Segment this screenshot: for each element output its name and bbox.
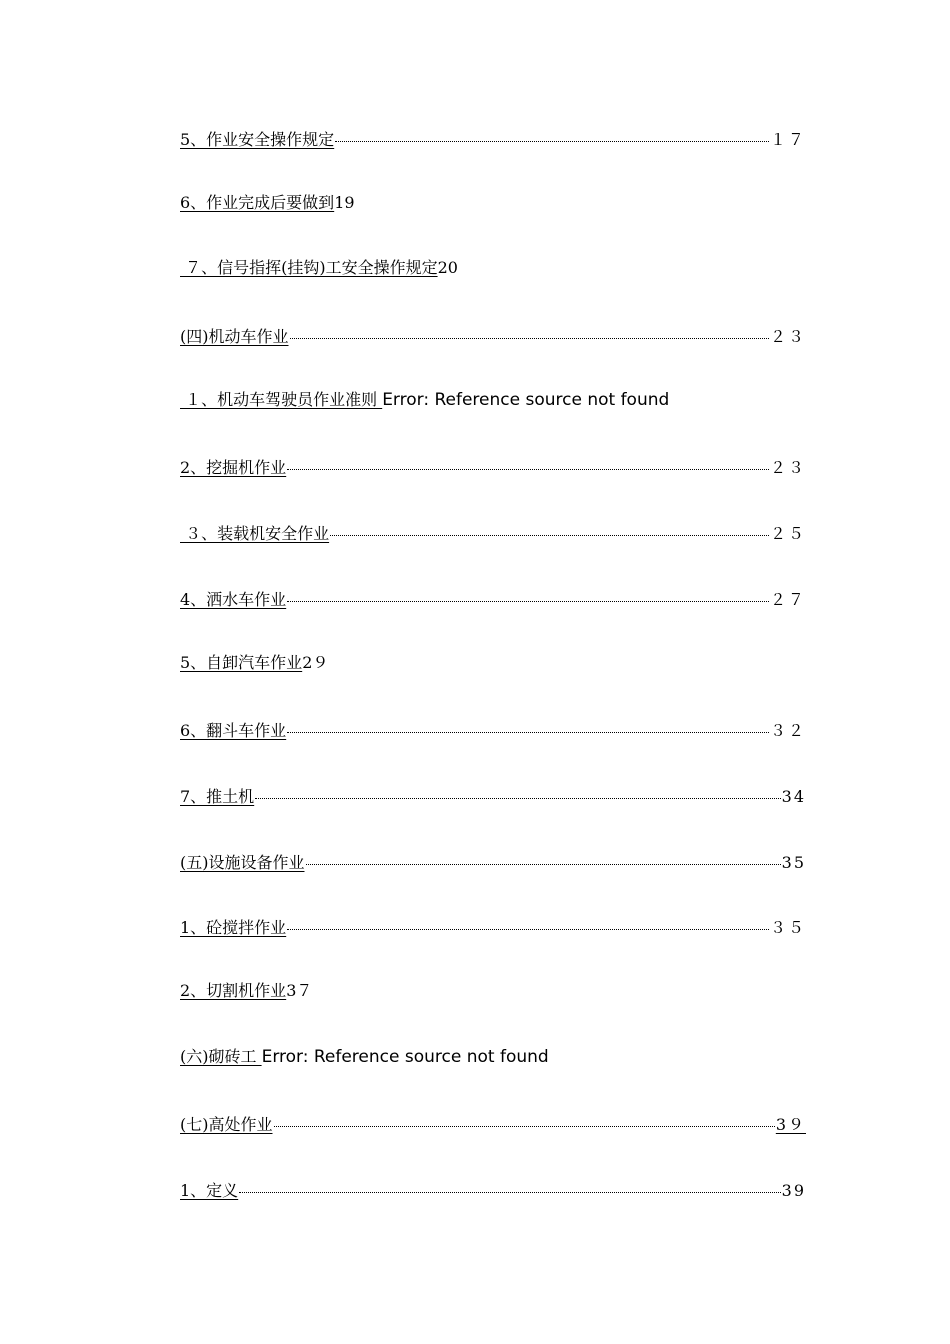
toc-entry-title[interactable]: 5、作业安全操作规定	[180, 130, 335, 149]
toc-entry-title[interactable]: 2、切割机作业	[180, 980, 287, 1000]
toc-entry[interactable]	[180, 518, 806, 584]
toc-entry-title[interactable]: 6、作业完成后要做到	[180, 192, 335, 212]
toc-entry[interactable]	[180, 978, 806, 1044]
toc-entry[interactable]	[180, 715, 806, 781]
toc-entry[interactable]	[180, 584, 806, 650]
toc-reference-error: Error: Reference source not found	[382, 389, 670, 410]
toc-dot-leader	[239, 1172, 780, 1193]
toc-dot-leader	[330, 515, 769, 536]
toc-dot-leader	[274, 1106, 775, 1127]
toc-reference-error: Error: Reference source not found	[261, 1046, 549, 1067]
toc-entry-title[interactable]: 1、定义	[180, 1181, 239, 1200]
toc-dot-leader	[287, 712, 769, 733]
toc-dot-leader	[306, 844, 781, 865]
toc-entry[interactable]	[180, 387, 806, 453]
toc-entry-title[interactable]: 6、翻斗车作业	[180, 721, 287, 741]
toc-entry-title[interactable]: １、机动车驾驶员作业准则	[180, 389, 383, 409]
toc-entry-title[interactable]: (六)砌砖工	[180, 1046, 262, 1066]
toc-entry-title[interactable]: ７、信号指挥(挂钩)工安全操作规定	[180, 258, 438, 278]
toc-page-number: ２５	[769, 524, 806, 544]
toc-entry[interactable]	[180, 321, 806, 387]
toc-entry[interactable]	[180, 781, 806, 847]
toc-dot-leader	[287, 449, 769, 470]
toc-dot-leader	[255, 778, 780, 799]
toc-entry[interactable]	[180, 912, 806, 978]
toc-entry-title[interactable]: 1、砼搅拌作业	[180, 918, 287, 938]
toc-page-number: 3７	[286, 980, 313, 1000]
toc-entry[interactable]	[180, 190, 806, 256]
toc-page-number: 34	[781, 786, 806, 806]
toc-entry-title[interactable]: 2、挖掘机作业	[180, 458, 287, 478]
toc-entry[interactable]	[180, 650, 806, 716]
toc-page-number: 19	[334, 192, 355, 212]
toc-entry[interactable]	[180, 1044, 806, 1110]
toc-page-number: ３５	[769, 918, 806, 938]
toc-entry-title[interactable]: (四)机动车作业	[180, 327, 289, 347]
toc-entry-title[interactable]: (七)高处作业	[180, 1115, 273, 1135]
toc-entry-title[interactable]: 5、自卸汽车作业	[180, 652, 303, 672]
toc-page-number: 35	[781, 852, 806, 872]
toc-entry[interactable]	[180, 452, 806, 518]
toc-entry[interactable]	[180, 1109, 806, 1175]
toc-page-number: 2９	[302, 652, 329, 672]
toc-page-number: １７	[769, 130, 806, 149]
toc-entry[interactable]	[180, 1175, 806, 1241]
toc-entry-title[interactable]: 7、推土机	[180, 786, 255, 806]
toc-dot-leader	[335, 121, 769, 142]
toc-page-number: ２７	[769, 589, 806, 609]
toc-dot-leader	[287, 581, 769, 602]
toc-dot-leader	[290, 318, 769, 339]
toc-page-number: 39	[781, 1181, 806, 1200]
toc-entry[interactable]	[180, 124, 806, 190]
toc-page-number: ２３	[769, 458, 806, 478]
toc-entry-title[interactable]: (五)设施设备作业	[180, 852, 305, 872]
toc-entry-title[interactable]: ３、装载机安全作业	[180, 524, 330, 544]
toc-page-number: ２３	[769, 327, 806, 347]
toc-page-number: ３２	[769, 721, 806, 741]
toc-entry[interactable]	[180, 847, 806, 913]
toc-entry-title[interactable]: 4、洒水车作业	[180, 589, 287, 609]
table-of-contents	[180, 124, 806, 1241]
toc-page-number: 3９	[775, 1115, 806, 1135]
toc-page-number: 20	[437, 258, 458, 278]
toc-entry[interactable]	[180, 255, 806, 321]
toc-dot-leader	[287, 909, 769, 930]
